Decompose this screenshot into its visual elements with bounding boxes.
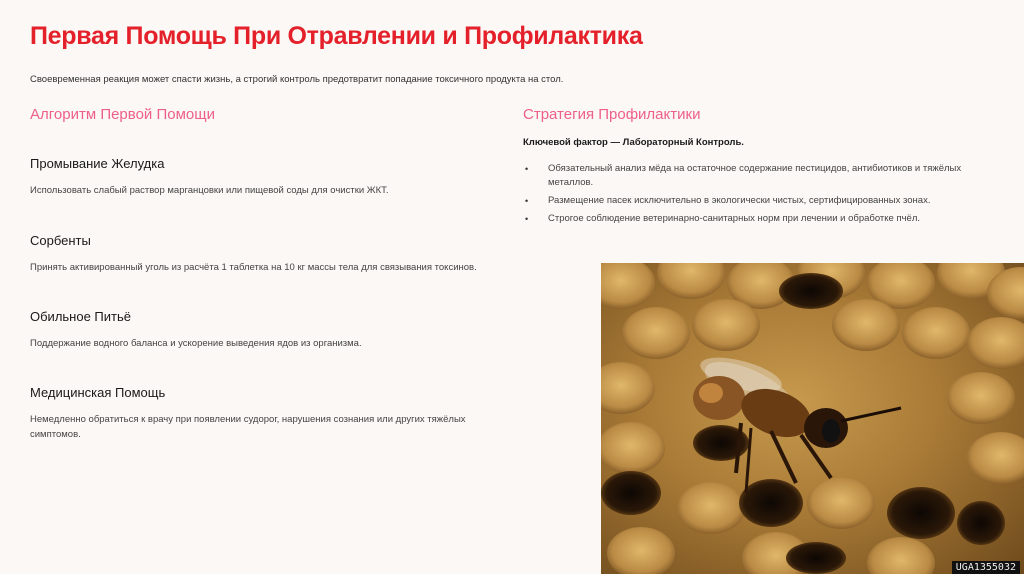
list-item — [523, 162, 983, 190]
bullet-icon: • — [525, 164, 529, 174]
first-aid-column — [30, 106, 500, 440]
bee-honeycomb-photo — [601, 263, 1024, 574]
bee-figure — [693, 351, 901, 493]
step-title: Медицинская Помощь — [30, 385, 166, 400]
honeycomb-illustration — [601, 263, 1024, 574]
step-text: Использовать слабый раствор марганцовки или пищевой соды для очистки ЖКТ. — [30, 185, 389, 196]
step-title: Обильное Питьё — [30, 309, 131, 324]
bullet-icon: • — [525, 214, 529, 224]
list-item — [523, 194, 983, 208]
bullet-icon: • — [525, 196, 529, 206]
prevention-list — [523, 162, 983, 226]
photo-watermark: UGA1355032 — [952, 561, 1020, 574]
step-sorbents — [30, 233, 500, 275]
prevention-heading: Стратегия Профилактики — [523, 106, 701, 123]
prevention-column — [523, 106, 983, 230]
step-medical-help — [30, 385, 500, 442]
step-text: Поддержание водного баланса и ускорение выведения ядов из организма. — [30, 338, 362, 349]
step-title: Сорбенты — [30, 233, 91, 248]
list-item-text: Строгое соблюдение ветеринарно-санитарных норм при лечении и обработке пчёл. — [548, 213, 921, 224]
key-factor: Ключевой фактор — Лабораторный Контроль. — [523, 137, 744, 148]
step-gastric-lavage — [30, 156, 500, 198]
list-item — [523, 212, 983, 226]
first-aid-heading: Алгоритм Первой Помощи — [30, 106, 215, 123]
list-item-text: Размещение пасек исключительно в экологически чистых, сертифицированных зонах. — [548, 195, 931, 206]
step-drinking — [30, 309, 500, 351]
step-title: Промывание Желудка — [30, 156, 165, 171]
step-text: Немедленно обратиться к врачу при появлении судорог, нарушения сознания или других тяжёлых симптомов. — [30, 414, 466, 440]
page-title: Первая Помощь При Отравлении и Профилактика — [30, 22, 643, 50]
step-text: Принять активированный уголь из расчёта 1 таблетка на 10 кг массы тела для связывания токсинов. — [30, 262, 477, 273]
page-subtitle: Своевременная реакция может спасти жизнь, а строгий контроль предотвратит попадание токсичного продукта на стол. — [30, 74, 564, 85]
list-item-text: Обязательный анализ мёда на остаточное содержание пестицидов, антибиотиков и тяжёлых металлов. — [548, 163, 962, 188]
